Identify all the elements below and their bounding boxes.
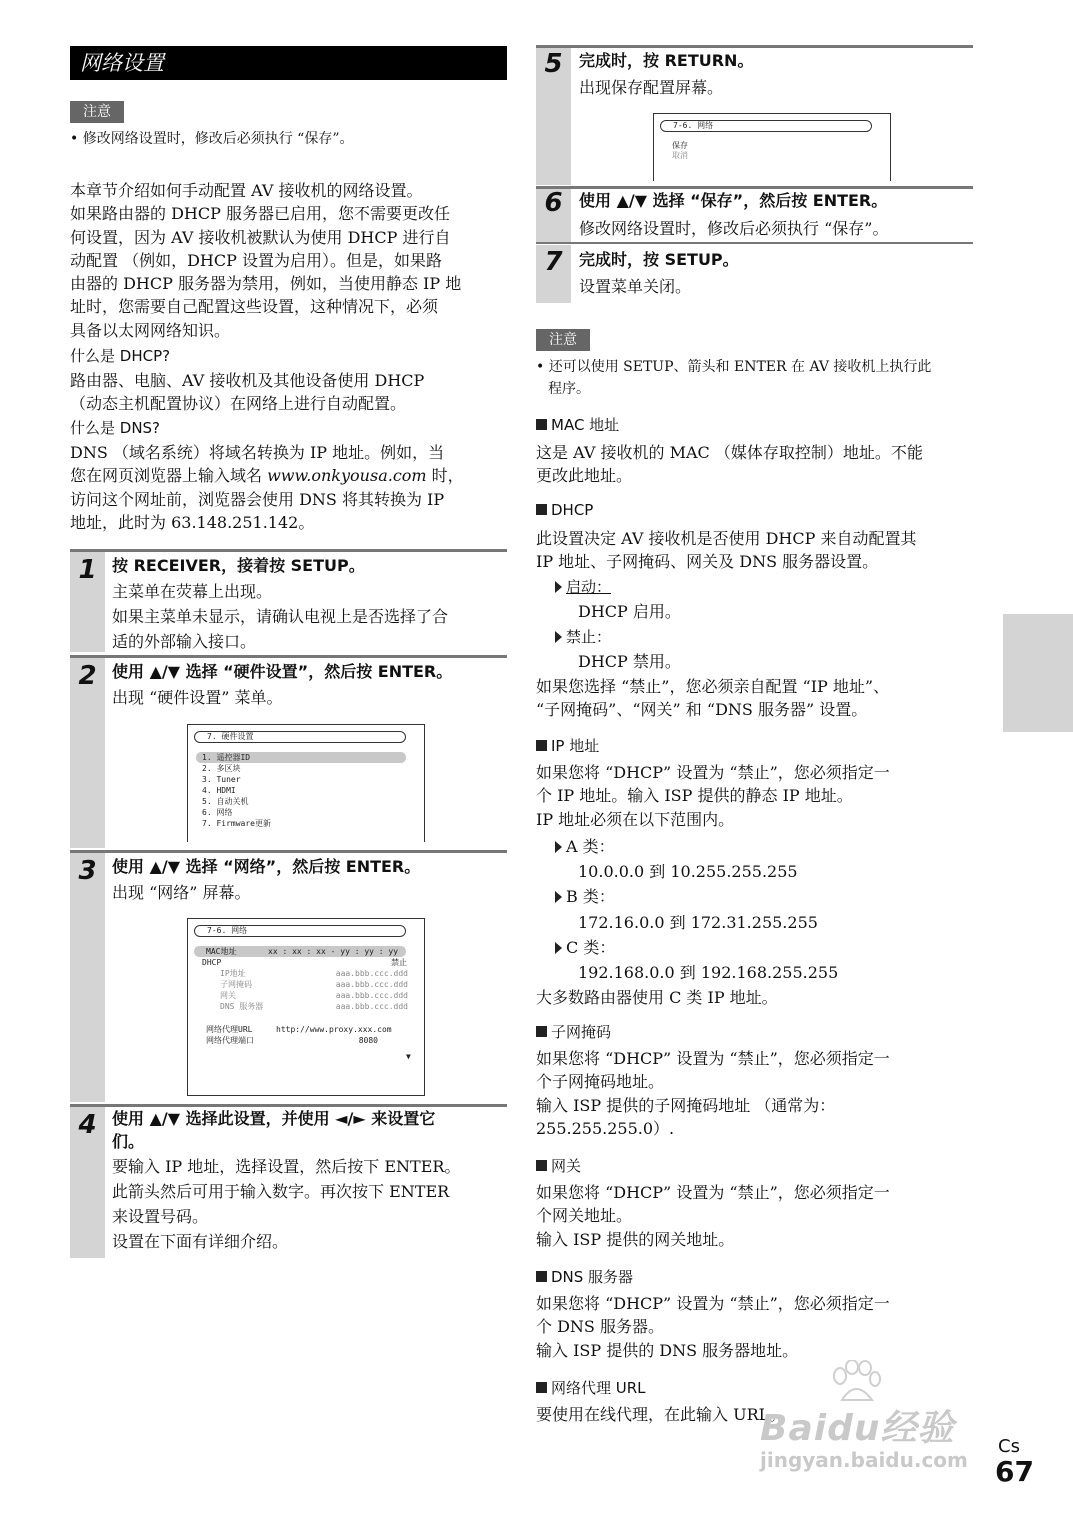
subnet-row[interactable]: 子网掩码 aaa.bbb.ccc.ddd <box>220 980 408 989</box>
dns-body: 如果您将 “DHCP” 设置为 “禁止”，您必须指定一 个 DNS 服务器。 输入 ISP 提供的 DNS 服务器地址。 <box>536 1294 890 1360</box>
step-7: 7 完成时，按 SETUP。 设置菜单关闭。 <box>536 245 973 303</box>
class-b-range: 172.16.0.0 到 172.31.255.255 <box>578 913 818 932</box>
proxy-heading: 网络代理 URL <box>536 1377 646 1399</box>
gateway-heading: 网关 <box>536 1155 581 1177</box>
network-screen: 7-6. 网络 MAC地址 xx : xx : xx - yy : yy : yy DHCP 禁止 IP地址 aaa.bbb.ccc.ddd 子网掩码 aaa.bbb.ccc.ddd 网关 aaa.bbb.ccc.ddd DNS 服务器 aaa.bbb.ccc.ddd 网络代理URL http://www.proxy.xxx.com 网络代理端口 8080 ▼ <box>187 918 425 1096</box>
proxy-url-row[interactable]: 网络代理URL http://www.proxy.xxx.com <box>206 1025 392 1034</box>
step-4: 4 使用 ▲/▼ 选择此设置，并使用 ◄/► 来设置它 们。 要输入 IP 地址，选择设置，然后按下 ENTER。 此箭头然后可用于输入数字。再次按下 ENTER 来设置号码。 设置在下面有详细介绍。 <box>70 1104 507 1258</box>
proxy-port-row[interactable]: 网络代理端口 8080 <box>206 1036 378 1045</box>
menu-item-auto-standby[interactable]: 5. 自动关机 <box>202 797 249 806</box>
side-tab <box>1003 614 1073 732</box>
menu-item-tuner[interactable]: 3. Tuner <box>202 775 241 784</box>
dhcp-option-disable-desc: DHCP 禁用。 <box>578 652 681 671</box>
step-3: 3 使用 ▲/▼ 选择 “网络”，然后按 ENTER。 出现 “网络” 屏幕。 7-6. 网络 MAC地址 xx : xx : xx - yy : yy : yy DHCP 禁止 IP地址 aaa.bbb.ccc.ddd 子网掩码 aaa.bbb.ccc.ddd 网关 aaa.bbb.ccc.ddd DNS 服务器 aaa.bbb.ccc.ddd 网络代理URL http://www.proxy.xxx.com 网络代理端口 8080 ▼ <box>70 850 507 1102</box>
menu-item-multizone[interactable]: 2. 多区块 <box>202 764 241 773</box>
ip-body: 如果您将 “DHCP” 设置为 “禁止”，您必须指定一 个 IP 地址。输入 ISP 提供的静态 IP 地址。 IP 地址必须在以下范围内。 <box>536 763 890 829</box>
note-text: • 修改网络设置时，修改后必须执行 “保存”。 <box>70 131 354 147</box>
intro-paragraph: 本章节介绍如何手动配置 AV 接收机的网络设置。 如果路由器的 DHCP 服务器已启用，您不需要更改任 何设置，因为 AV 接收机被默认为使用 DHCP 进行自 动配置 （例如，DHCP 设置为启用）。但是，如果路 由器的 DHCP 服务器为禁用，例如，当使用静态 IP 地 址时，您需要自己配置这些设置，这种情况下，必须 具备以太网网络知识。 <box>70 181 462 340</box>
note-label-2: 注意 <box>536 329 590 351</box>
ip-heading: IP 地址 <box>536 735 599 757</box>
gateway-row[interactable]: 网关 aaa.bbb.ccc.ddd <box>220 991 408 1000</box>
subnet-heading: 子网掩码 <box>536 1021 611 1043</box>
baidu-watermark: Baidu经验 jingyan.baidu.com <box>760 1372 1000 1472</box>
section-title: 网络设置 <box>70 46 507 80</box>
dns-answer: DNS （域名系统）将域名转换为 IP 地址。例如，当 您在网页浏览器上输入域名 www.onkyousa.com 时， 访问这个网址前，浏览器会使用 DNS 将其转换为 IP 地址，此时为 63.148.251.142。 <box>70 443 464 532</box>
dhcp-row[interactable]: DHCP 禁止 <box>202 958 407 967</box>
dhcp-option-enable: 启动： <box>555 576 611 598</box>
save-option[interactable]: 保存 <box>672 141 688 150</box>
menu-item-network[interactable]: 6. 网络 <box>202 808 233 817</box>
language-code: Cs <box>998 1436 1020 1457</box>
dhcp-question: 什么是 DHCP? <box>70 347 171 365</box>
note-text-2: • 还可以使用 SETUP、箭头和 ENTER 在 AV 接收机上执行此 程序。 <box>536 359 932 397</box>
ip-row[interactable]: IP地址 aaa.bbb.ccc.ddd <box>220 969 408 978</box>
step-2: 2 使用 ▲/▼ 选择 “硬件设置”，然后按 ENTER。 出现 “硬件设置” 菜单。 7. 硬件设置 1. 遥控器ID 2. 多区块 3. Tuner 4. HDMI 5. 自动关机 6. 网络 7. Firmware更新 <box>70 655 507 848</box>
dns-row[interactable]: DNS 服务器 aaa.bbb.ccc.ddd <box>220 1002 408 1011</box>
dhcp-body: 此设置决定 AV 接收机是否使用 DHCP 来自动配置其 IP 地址、子网掩码、网关及 DNS 服务器设置。 <box>536 529 917 572</box>
mac-heading: MAC 地址 <box>536 414 619 436</box>
class-b: B 类： <box>555 885 615 908</box>
divider <box>536 242 973 244</box>
example-url: www.onkyousa.com <box>267 466 427 486</box>
dhcp-tail: 如果您选择 “禁止”，您必须亲自配置 “IP 地址”、 “子网掩码”、“网关” 和 “DNS 服务器” 设置。 <box>536 677 890 720</box>
gateway-body: 如果您将 “DHCP” 设置为 “禁止”，您必须指定一 个网关地址。 输入 ISP 提供的网关地址。 <box>536 1183 890 1249</box>
dhcp-answer: 路由器、电脑、AV 接收机及其他设备使用 DHCP （动态主机配置协议）在网络上进行自动配置。 <box>70 371 425 414</box>
dhcp-heading: DHCP <box>536 499 593 521</box>
mac-body: 这是 AV 接收机的 MAC （媒体存取控制）地址。不能 更改此地址。 <box>536 443 923 486</box>
scroll-down-icon[interactable]: ▼ <box>406 1052 411 1061</box>
proxy-body: 要使用在线代理，在此输入 URL。 <box>536 1405 786 1424</box>
dns-question: 什么是 DNS? <box>70 419 161 437</box>
dhcp-option-enable-desc: DHCP 启用。 <box>578 602 681 621</box>
mac-row[interactable]: MAC地址 xx : xx : xx - yy : yy : yy <box>194 946 406 957</box>
dns-heading: DNS 服务器 <box>536 1266 633 1288</box>
menu-item-hdmi[interactable]: 4. HDMI <box>202 786 236 795</box>
class-a-range: 10.0.0.0 到 10.255.255.255 <box>578 862 798 881</box>
menu-item-firmware[interactable]: 7. Firmware更新 <box>202 819 271 828</box>
page-number: 67 <box>995 1455 1034 1488</box>
class-c: C 类： <box>555 936 615 959</box>
step-5: 5 完成时，按 RETURN。 出现保存配置屏幕。 7-6. 网络 保存 取消 <box>536 45 973 185</box>
dhcp-option-disable: 禁止： <box>555 626 611 648</box>
ip-tail: 大多数路由器使用 C 类 IP 地址。 <box>536 988 778 1007</box>
note-label: 注意 <box>70 101 124 123</box>
step-1: 1 按 RECEIVER，接着按 SETUP。 主菜单在荧幕上出现。 如果主菜单未显示，请确认电视上是否选择了合 适的外部输入接口。 <box>70 549 507 652</box>
subnet-body: 如果您将 “DHCP” 设置为 “禁止”，您必须指定一 个子网掩码地址。 输入 ISP 提供的子网掩码地址 （通常为： 255.255.255.0）. <box>536 1049 890 1138</box>
class-a: A 类： <box>555 835 615 858</box>
hardware-settings-screen: 7. 硬件设置 1. 遥控器ID 2. 多区块 3. Tuner 4. HDMI 5. 自动关机 6. 网络 7. Firmware更新 <box>187 724 425 842</box>
save-screen: 7-6. 网络 保存 取消 <box>653 113 891 181</box>
menu-item-remote-id[interactable]: 1. 遥控器ID <box>196 752 406 763</box>
cancel-option[interactable]: 取消 <box>672 151 688 160</box>
step-6: 6 使用 ▲/▼ 选择 “保存”，然后按 ENTER。 修改网络设置时，修改后必须执行 “保存”。 <box>536 186 973 244</box>
class-c-range: 192.168.0.0 到 192.168.255.255 <box>578 963 839 982</box>
